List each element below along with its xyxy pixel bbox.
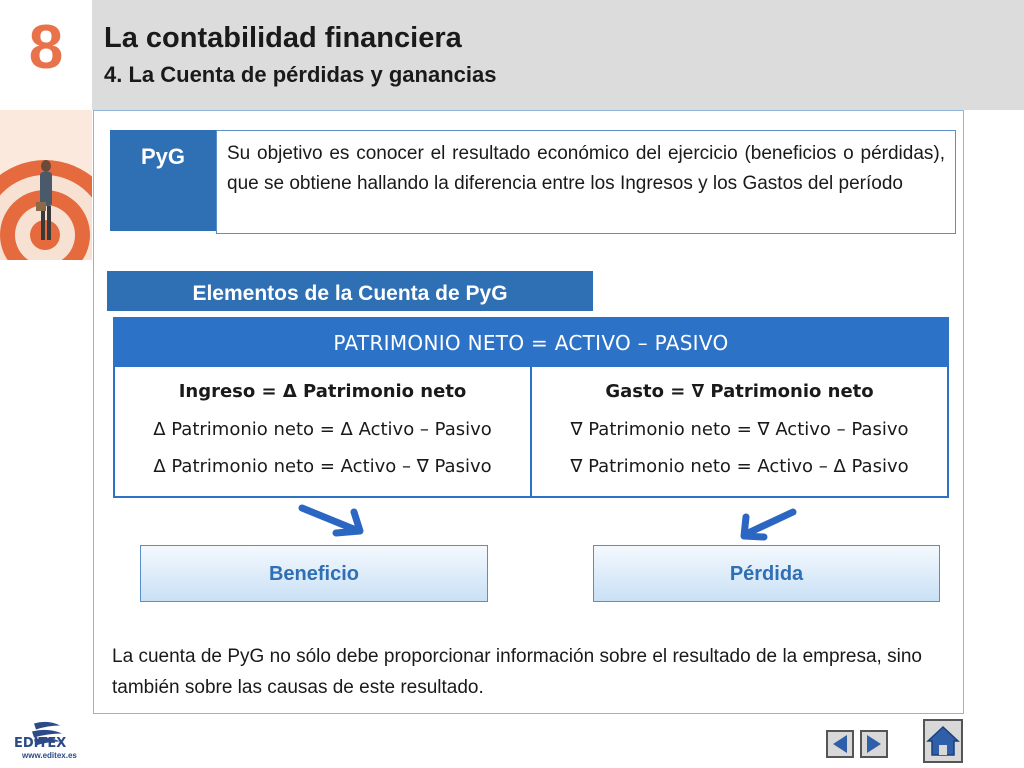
- header-band: [92, 0, 1024, 110]
- pyg-tag: PyG: [110, 130, 216, 231]
- prev-arrow-icon: [828, 732, 852, 756]
- page-title: La contabilidad financiera: [104, 22, 462, 54]
- expense-formulas: [532, 367, 947, 496]
- page-subtitle: 4. La Cuenta de pérdidas y ganancias: [104, 62, 497, 87]
- previous-slide-button[interactable]: [826, 730, 854, 758]
- elements-title: Elementos de la Cuenta de PyG: [107, 271, 593, 311]
- footer-text: La cuenta de PyG no sólo debe proporcionar información sobre el resultado de la empresa, sino también sobre las causas de este resultado.: [112, 646, 922, 698]
- formula-box: [113, 317, 949, 498]
- arrow-down-right-icon: [296, 500, 372, 542]
- income-formulas: [115, 367, 532, 496]
- expense-formula-1: ∇ Patrimonio neto = ∇ Activo – Pasivo: [570, 419, 909, 440]
- next-arrow-icon: [862, 732, 886, 756]
- chapter-number: 8: [28, 13, 64, 82]
- home-button[interactable]: [923, 719, 963, 763]
- editex-url: www.editex.es: [22, 751, 77, 760]
- expense-formula-2: ∇ Patrimonio neto = Activo – Δ Pasivo: [570, 456, 909, 477]
- editex-logo-text: EDITEX: [14, 736, 67, 751]
- arrow-down-left-icon: [736, 505, 800, 545]
- pyg-definition: Su objetivo es conocer el resultado económico del ejercicio (beneficios o pérdidas), que se obtiene hallando la diferencia entre los Ingresos y los Gastos del período: [216, 130, 956, 234]
- target-illustration: [0, 110, 92, 260]
- home-icon: [925, 721, 961, 761]
- expense-definition: Gasto = ∇ Patrimonio neto: [605, 381, 874, 402]
- loss-box: Pérdida: [593, 545, 940, 602]
- income-formula-2: Δ Patrimonio neto = Activo – ∇ Pasivo: [153, 456, 492, 477]
- income-definition: Ingreso = Δ Patrimonio neto: [178, 381, 467, 402]
- formula-header: PATRIMONIO NETO = ACTIVO – PASIVO: [115, 319, 947, 367]
- benefit-box: Beneficio: [140, 545, 488, 602]
- next-slide-button[interactable]: [860, 730, 888, 758]
- income-formula-1: Δ Patrimonio neto = Δ Activo – Pasivo: [153, 419, 492, 440]
